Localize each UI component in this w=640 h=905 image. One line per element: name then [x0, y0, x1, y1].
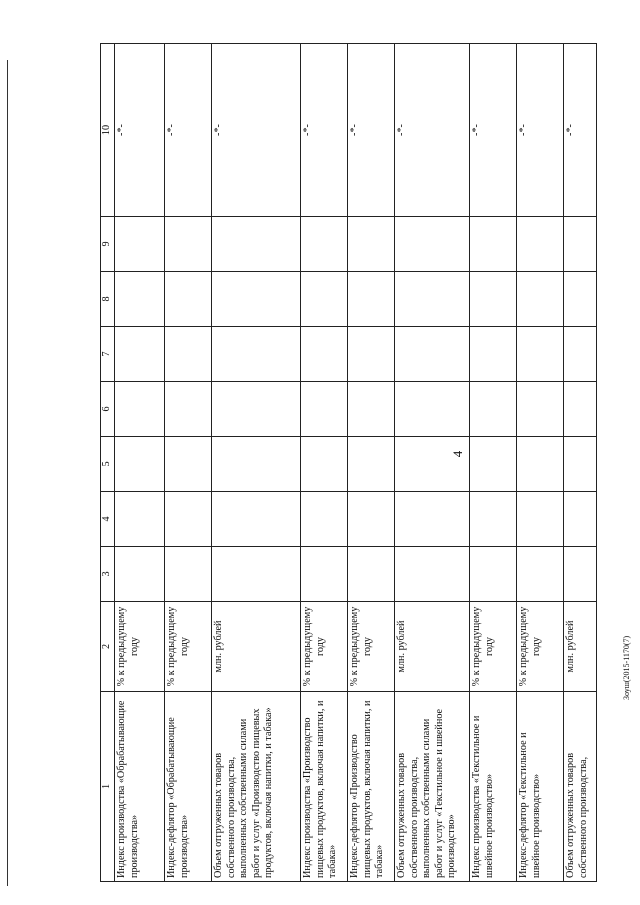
- row-unit: млн. рублей: [212, 602, 301, 692]
- empty-cell: [517, 437, 564, 492]
- column-header-7: 7: [101, 327, 115, 382]
- column-header-2: 2: [101, 602, 115, 692]
- empty-cell: [564, 382, 597, 437]
- empty-cell: [470, 547, 517, 602]
- empty-cell: [564, 492, 597, 547]
- empty-cell: [348, 327, 395, 382]
- empty-cell: [115, 272, 165, 327]
- empty-cell: [517, 327, 564, 382]
- row-value: -*-: [395, 44, 470, 217]
- page-number: 4: [450, 450, 465, 458]
- table-row: [115, 44, 165, 882]
- row-unit: % к предыдущему году: [115, 602, 165, 692]
- row-unit: млн. рублей: [564, 602, 597, 692]
- empty-cell: [348, 437, 395, 492]
- empty-cell: [395, 327, 470, 382]
- empty-cell: [517, 492, 564, 547]
- column-header-3: 3: [101, 547, 115, 602]
- row-label: Индекс-дефлятор «Обрабатывающие производства»: [165, 692, 212, 882]
- empty-cell: [301, 217, 348, 272]
- row-label: Объем отгруженных товаров собственного производства, выполненных собственными силами работ и услуг «Текстильное и швейное производство»: [395, 692, 470, 882]
- empty-cell: [301, 327, 348, 382]
- row-value: -*-: [517, 44, 564, 217]
- row-label: Индекс-дефлятор «Производство пищевых продуктов, включая напитки, и табака»: [348, 692, 395, 882]
- table-row: [212, 44, 301, 882]
- empty-cell: [395, 272, 470, 327]
- empty-cell: [517, 272, 564, 327]
- column-header-1: 1: [101, 692, 115, 882]
- header-row: [101, 44, 115, 882]
- indicator-table-wrapper: [100, 44, 589, 882]
- empty-cell: [115, 437, 165, 492]
- empty-cell: [348, 272, 395, 327]
- row-value: -*-: [348, 44, 395, 217]
- empty-cell: [165, 272, 212, 327]
- column-header-10: 10: [101, 44, 115, 217]
- margin-rule: [7, 60, 8, 886]
- row-value: -*-: [564, 44, 597, 217]
- empty-cell: [564, 547, 597, 602]
- empty-cell: [212, 217, 301, 272]
- table-row: [301, 44, 348, 882]
- empty-cell: [470, 217, 517, 272]
- row-value: -*-: [470, 44, 517, 217]
- empty-cell: [301, 547, 348, 602]
- empty-cell: [115, 217, 165, 272]
- empty-cell: [517, 382, 564, 437]
- empty-cell: [564, 327, 597, 382]
- empty-cell: [115, 492, 165, 547]
- row-label: Индекс производства «Обрабатывающие производства»: [115, 692, 165, 882]
- row-label: Объем отгруженных товаров собственного производства,: [564, 692, 597, 882]
- row-value: -*-: [165, 44, 212, 217]
- empty-cell: [564, 437, 597, 492]
- row-value: -*-: [301, 44, 348, 217]
- column-header-9: 9: [101, 217, 115, 272]
- empty-cell: [212, 272, 301, 327]
- row-label: Индекс производства «Текстильное и швейное производство»: [470, 692, 517, 882]
- empty-cell: [395, 437, 470, 492]
- empty-cell: [301, 272, 348, 327]
- row-value: -*-: [212, 44, 301, 217]
- empty-cell: [348, 492, 395, 547]
- empty-cell: [165, 382, 212, 437]
- empty-cell: [395, 217, 470, 272]
- empty-cell: [395, 382, 470, 437]
- table-row: [470, 44, 517, 882]
- column-header-6: 6: [101, 382, 115, 437]
- row-unit: % к предыдущему году: [517, 602, 564, 692]
- empty-cell: [348, 217, 395, 272]
- empty-cell: [517, 547, 564, 602]
- empty-cell: [348, 547, 395, 602]
- empty-cell: [301, 437, 348, 492]
- indicator-table: [100, 43, 597, 882]
- empty-cell: [395, 547, 470, 602]
- table-row: [517, 44, 564, 882]
- row-unit: % к предыдущему году: [348, 602, 395, 692]
- empty-cell: [212, 492, 301, 547]
- empty-cell: [115, 547, 165, 602]
- empty-cell: [301, 492, 348, 547]
- empty-cell: [470, 437, 517, 492]
- empty-cell: [212, 382, 301, 437]
- empty-cell: [165, 437, 212, 492]
- empty-cell: [470, 382, 517, 437]
- empty-cell: [517, 217, 564, 272]
- document-code: Зоуш(2015-1170(7): [622, 635, 631, 700]
- empty-cell: [212, 327, 301, 382]
- empty-cell: [470, 327, 517, 382]
- row-value: -*-: [115, 44, 165, 217]
- empty-cell: [212, 437, 301, 492]
- empty-cell: [165, 327, 212, 382]
- row-label: Индекс-дефлятор «Текстильное и швейное производство»: [517, 692, 564, 882]
- empty-cell: [165, 217, 212, 272]
- table-row: [564, 44, 597, 882]
- row-unit: млн. рублей: [395, 602, 470, 692]
- row-label: Объем отгруженных товаров собственного производства, выполненных собственными силами работ и услуг «Производство пищевых продуктов, включая напитки, и табака»: [212, 692, 301, 882]
- row-unit: % к предыдущему году: [470, 602, 517, 692]
- table-row: [348, 44, 395, 882]
- column-header-4: 4: [101, 492, 115, 547]
- empty-cell: [115, 382, 165, 437]
- empty-cell: [115, 327, 165, 382]
- row-unit: % к предыдущему году: [301, 602, 348, 692]
- empty-cell: [212, 547, 301, 602]
- empty-cell: [564, 272, 597, 327]
- empty-cell: [395, 492, 470, 547]
- empty-cell: [165, 492, 212, 547]
- empty-cell: [470, 272, 517, 327]
- row-unit: % к предыдущему году: [165, 602, 212, 692]
- table-row: [165, 44, 212, 882]
- column-header-5: 5: [101, 437, 115, 492]
- table-row: [395, 44, 470, 882]
- empty-cell: [301, 382, 348, 437]
- empty-cell: [348, 382, 395, 437]
- row-label: Индекс производства «Производство пищевых продуктов, включая напитки, и табака»: [301, 692, 348, 882]
- empty-cell: [165, 547, 212, 602]
- empty-cell: [470, 492, 517, 547]
- column-header-8: 8: [101, 272, 115, 327]
- empty-cell: [564, 217, 597, 272]
